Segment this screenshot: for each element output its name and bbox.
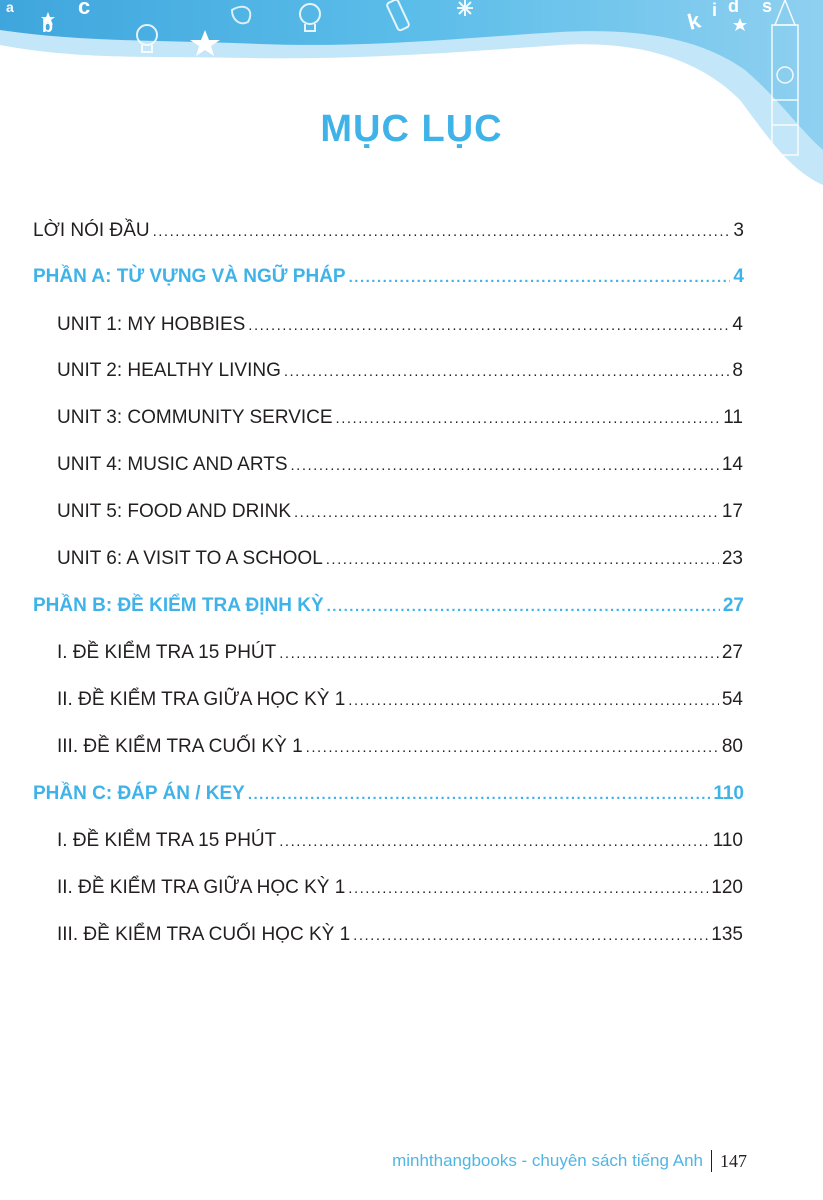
toc-entry-preface[interactable] xyxy=(33,220,744,242)
decor-letter-k: k xyxy=(684,7,704,35)
toc-leader-dots xyxy=(153,223,731,240)
toc-section-a[interactable] xyxy=(33,266,744,288)
toc-section-c[interactable] xyxy=(33,783,744,805)
toc-entry-label: UNIT 3: COMMUNITY SERVICE xyxy=(57,407,333,428)
toc-entry-label: PHẦN B: ĐỀ KIỂM TRA ĐỊNH KỲ xyxy=(33,595,324,616)
snowflake-icon xyxy=(457,0,473,16)
toc-entry-c-15-minute-test[interactable] xyxy=(57,830,743,852)
toc-entry-unit-3[interactable] xyxy=(57,407,743,429)
footer-divider xyxy=(711,1150,712,1172)
page-title: MỤC LỤC xyxy=(320,108,503,150)
toc-leader-dots xyxy=(353,927,708,944)
header-wave-decoration xyxy=(0,0,823,200)
toc-entry-page: 120 xyxy=(711,877,743,898)
toc-leader-dots xyxy=(248,786,711,803)
toc-entry-b-15-minute-test[interactable] xyxy=(57,642,743,664)
footer-page-number: 147 xyxy=(720,1150,747,1171)
toc-entry-page: 8 xyxy=(732,360,743,381)
toc-leader-dots xyxy=(349,269,731,286)
toc-entry-c-midterm-test[interactable] xyxy=(57,877,743,899)
toc-entry-page: 27 xyxy=(721,642,743,663)
toc-entry-label: UNIT 4: MUSIC AND ARTS xyxy=(57,454,288,475)
toc-leader-dots xyxy=(248,317,729,334)
toc-leader-dots xyxy=(336,410,721,427)
toc-entry-label: II. ĐỀ KIỂM TRA GIỮA HỌC KỲ 1 xyxy=(57,689,346,710)
toc-leader-dots xyxy=(284,363,730,380)
decor-letter-b: b xyxy=(42,16,53,36)
toc-entry-page: 14 xyxy=(721,454,743,475)
toc-entry-page: 80 xyxy=(721,736,743,757)
toc-entry-unit-1[interactable] xyxy=(57,314,743,336)
toc-leader-dots xyxy=(279,645,719,662)
toc-entry-label: I. ĐỀ KIỂM TRA 15 PHÚT xyxy=(57,642,277,663)
footer-brand: minhthangbooks - chuyên sách tiếng Anh xyxy=(392,1151,703,1170)
decor-letter-s: s xyxy=(762,0,773,16)
decor-letter-d: d xyxy=(728,0,739,16)
toc-entry-page: 54 xyxy=(721,689,743,710)
toc-entry-label: LỜI NÓI ĐẦU xyxy=(33,220,150,241)
toc-section-b[interactable] xyxy=(33,595,744,617)
toc-entry-unit-5[interactable] xyxy=(57,501,743,523)
toc-entry-page: 135 xyxy=(711,924,743,945)
toc-leader-dots xyxy=(327,598,720,615)
toc-entry-b-final-test[interactable] xyxy=(57,736,743,758)
toc-leader-dots xyxy=(294,504,719,521)
toc-entry-unit-2[interactable] xyxy=(57,360,743,382)
toc-entry-label: I. ĐỀ KIỂM TRA 15 PHÚT xyxy=(57,830,277,851)
toc-entry-page: 4 xyxy=(733,266,744,287)
toc-entry-page: 11 xyxy=(723,407,743,428)
toc-entry-page: 27 xyxy=(722,595,744,616)
toc-entry-page: 17 xyxy=(721,501,743,522)
decor-letter-i: i xyxy=(712,0,718,20)
toc-leader-dots xyxy=(348,880,708,897)
toc-entry-label: II. ĐỀ KIỂM TRA GIỮA HỌC KỲ 1 xyxy=(57,877,346,898)
page-footer xyxy=(392,1150,747,1172)
toc-leader-dots xyxy=(279,833,709,850)
toc-entry-b-midterm-test[interactable] xyxy=(57,689,743,711)
toc-leader-dots xyxy=(306,739,719,756)
toc-entry-unit-4[interactable] xyxy=(57,454,743,476)
toc-entry-label: III. ĐỀ KIỂM TRA CUỐI KỲ 1 xyxy=(57,736,303,757)
decor-letter-a: a xyxy=(6,0,14,15)
toc-entry-page: 110 xyxy=(713,783,744,804)
toc-entry-label: UNIT 6: A VISIT TO A SCHOOL xyxy=(57,548,323,569)
toc-leader-dots xyxy=(348,692,719,709)
decor-letter-c: c xyxy=(78,0,91,19)
toc-entry-page: 4 xyxy=(732,314,743,335)
toc-leader-dots xyxy=(326,551,719,568)
toc-entry-label: PHẦN A: TỪ VỰNG VÀ NGỮ PHÁP xyxy=(33,266,346,287)
toc-entry-label: UNIT 5: FOOD AND DRINK xyxy=(57,501,292,522)
toc-entry-page: 110 xyxy=(712,830,743,851)
toc-entry-label: UNIT 1: MY HOBBIES xyxy=(57,314,246,335)
toc-entry-page: 3 xyxy=(733,220,744,241)
toc-entry-label: UNIT 2: HEALTHY LIVING xyxy=(57,360,281,381)
toc-entry-unit-6[interactable] xyxy=(57,548,743,570)
toc-entry-label: PHẦN C: ĐÁP ÁN / KEY xyxy=(33,783,245,804)
toc-entry-label: III. ĐỀ KIỂM TRA CUỐI HỌC KỲ 1 xyxy=(57,924,351,945)
toc-entry-c-final-test[interactable] xyxy=(57,924,743,946)
toc-leader-dots xyxy=(291,457,719,474)
toc-entry-page: 23 xyxy=(721,548,743,569)
